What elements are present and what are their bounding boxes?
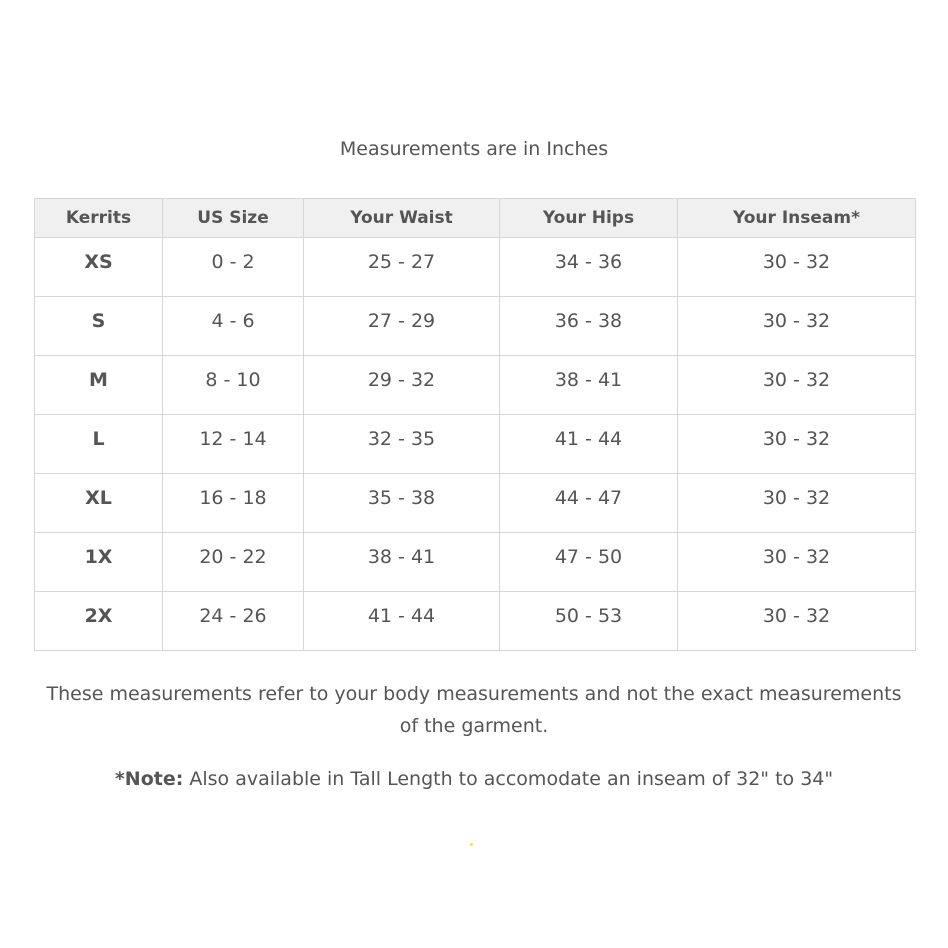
hips-cell: 41 - 44: [500, 415, 678, 474]
us-size-cell: 24 - 26: [163, 592, 304, 651]
hips-cell: 47 - 50: [500, 533, 678, 592]
column-header-hips: Your Hips: [500, 199, 678, 238]
size-label-cell: L: [35, 415, 163, 474]
size-label-cell: S: [35, 297, 163, 356]
us-size-cell: 16 - 18: [163, 474, 304, 533]
column-header-inseam: Your Inseam*: [678, 199, 916, 238]
table-row: [35, 592, 916, 651]
size-label-cell: M: [35, 356, 163, 415]
size-chart-table: [34, 198, 916, 651]
hips-cell: 36 - 38: [500, 297, 678, 356]
table-row: [35, 238, 916, 297]
table-row: [35, 297, 916, 356]
note-label: *Note:: [114, 768, 184, 790]
inseam-cell: 30 - 32: [678, 592, 916, 651]
size-label-cell: XL: [35, 474, 163, 533]
table-row: [35, 474, 916, 533]
column-header-us-size: US Size: [163, 199, 304, 238]
measurements-caption: Measurements are in Inches: [339, 138, 609, 160]
note-text: Also available in Tall Length to accomodate an inseam of 32" to 34": [183, 768, 834, 790]
inseam-cell: 30 - 32: [678, 356, 916, 415]
waist-cell: 41 - 44: [304, 592, 500, 651]
waist-cell: 35 - 38: [304, 474, 500, 533]
size-label-cell: 2X: [35, 592, 163, 651]
waist-cell: 27 - 29: [304, 297, 500, 356]
inseam-cell: 30 - 32: [678, 533, 916, 592]
inseam-cell: 30 - 32: [678, 474, 916, 533]
table-row: [35, 533, 916, 592]
table-header-row: [35, 199, 916, 238]
tall-length-note: [0, 768, 948, 790]
waist-cell: 29 - 32: [304, 356, 500, 415]
inseam-cell: 30 - 32: [678, 238, 916, 297]
hips-cell: 34 - 36: [500, 238, 678, 297]
inseam-cell: 30 - 32: [678, 297, 916, 356]
table-row: [35, 356, 916, 415]
us-size-cell: 20 - 22: [163, 533, 304, 592]
waist-cell: 38 - 41: [304, 533, 500, 592]
size-label-cell: XS: [35, 238, 163, 297]
us-size-cell: 8 - 10: [163, 356, 304, 415]
column-header-waist: Your Waist: [304, 199, 500, 238]
column-header-kerrits: Kerrits: [35, 199, 163, 238]
hips-cell: 50 - 53: [500, 592, 678, 651]
decorative-dot: [470, 843, 473, 846]
body-measurements-note: These measurements refer to your body measurements and not the exact measurements of the garment.: [46, 683, 902, 737]
waist-cell: 25 - 27: [304, 238, 500, 297]
us-size-cell: 12 - 14: [163, 415, 304, 474]
table-row: [35, 415, 916, 474]
hips-cell: 38 - 41: [500, 356, 678, 415]
inseam-cell: 30 - 32: [678, 415, 916, 474]
waist-cell: 32 - 35: [304, 415, 500, 474]
us-size-cell: 0 - 2: [163, 238, 304, 297]
us-size-cell: 4 - 6: [163, 297, 304, 356]
size-label-cell: 1X: [35, 533, 163, 592]
hips-cell: 44 - 47: [500, 474, 678, 533]
